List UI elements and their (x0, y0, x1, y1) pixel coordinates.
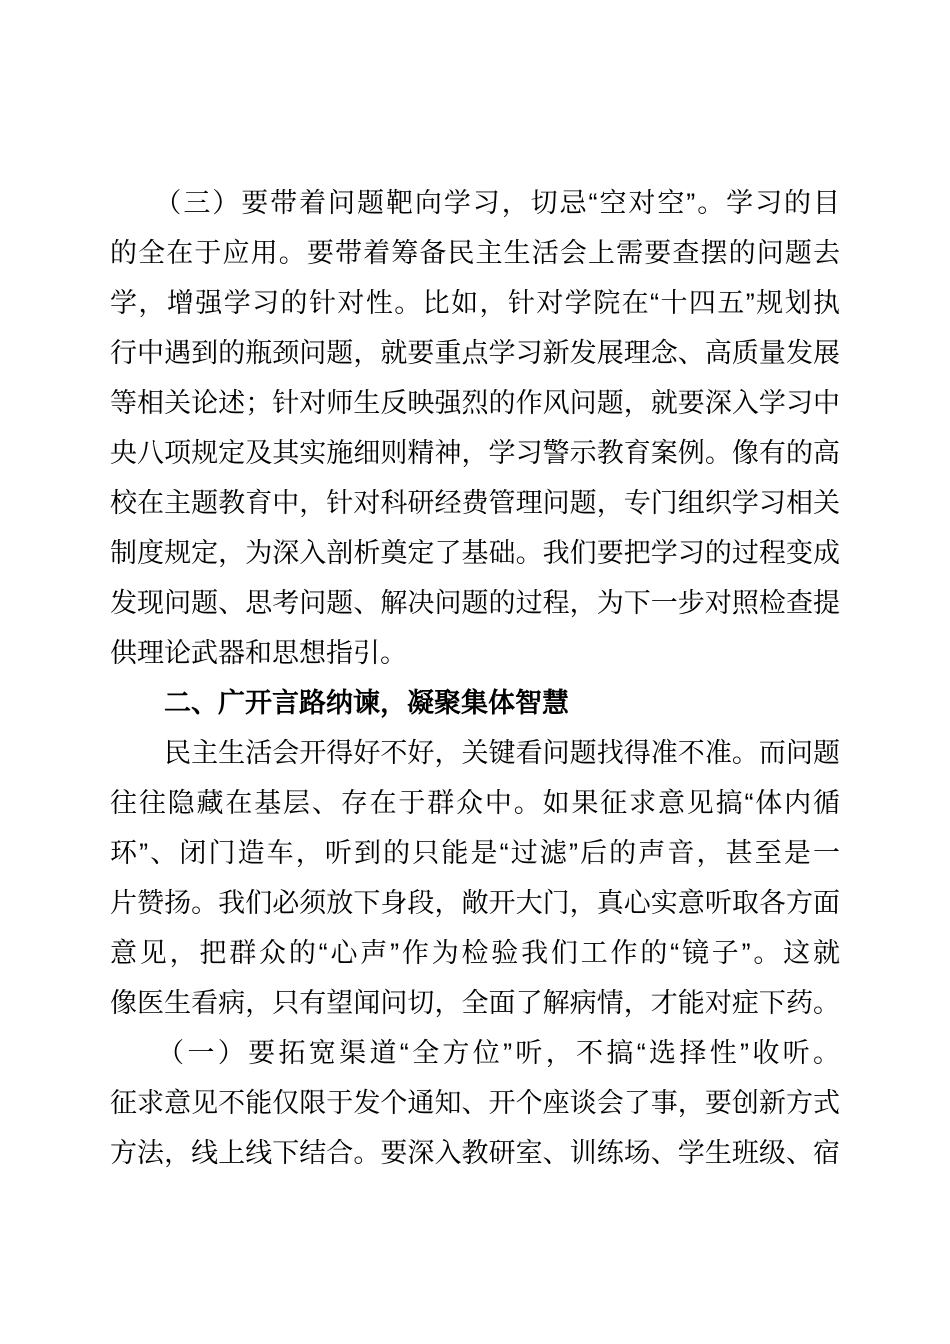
body-text-line: 往往隐藏在基层、存在于群众中。如果征求意见搞“体内循 (110, 788, 840, 818)
body-text-line: 意见，把群众的“心声”作为检验我们工作的“镜子”。这就 (110, 938, 840, 968)
body-text-line: 央八项规定及其实施细则精神，学习警示教育案例。像有的高 (110, 438, 840, 468)
body-text-line: 征求意见不能仅限于发个通知、开个座谈会了事，要创新方式 (110, 1088, 840, 1118)
body-text-line: （三）要带着问题靶向学习，切忌“空对空”。学习的目 (110, 188, 840, 218)
document-text-block (110, 178, 840, 1178)
body-text-line: 校在主题教育中，针对科研经费管理问题，专门组织学习相关 (110, 488, 840, 518)
body-text-line: 民主生活会开得好不好，关键看问题找得准不准。而问题 (110, 738, 840, 768)
body-text-line: 的全在于应用。要带着筹备民主生活会上需要查摆的问题去 (110, 238, 840, 268)
body-text-line: 行中遇到的瓶颈问题，就要重点学习新发展理念、高质量发展 (110, 338, 840, 368)
body-text-line: （一）要拓宽渠道“全方位”听，不搞“选择性”收听。 (110, 1038, 840, 1068)
body-text-line: 片赞扬。我们必须放下身段，敞开大门，真心实意听取各方面 (110, 888, 840, 918)
body-text-line: 发现问题、思考问题、解决问题的过程，为下一步对照检查提 (110, 588, 840, 618)
section-heading: 二、广开言路纳谏，凝聚集体智慧 (110, 688, 569, 718)
body-text-line: 像医生看病，只有望闻问切，全面了解病情，才能对症下药。 (110, 988, 840, 1018)
body-text-line: 制度规定，为深入剖析奠定了基础。我们要把学习的过程变成 (110, 538, 840, 568)
body-text-line: 学，增强学习的针对性。比如，针对学院在“十四五”规划执 (110, 288, 840, 318)
body-text-line: 环”、闭门造车，听到的只能是“过滤”后的声音，甚至是一 (110, 838, 840, 868)
body-text-line: 方法，线上线下结合。要深入教研室、训练场、学生班级、宿 (110, 1138, 840, 1168)
body-text-line: 供理论武器和思想指引。 (110, 638, 407, 668)
body-text-line: 等相关论述；针对师生反映强烈的作风问题，就要深入学习中 (110, 388, 840, 418)
